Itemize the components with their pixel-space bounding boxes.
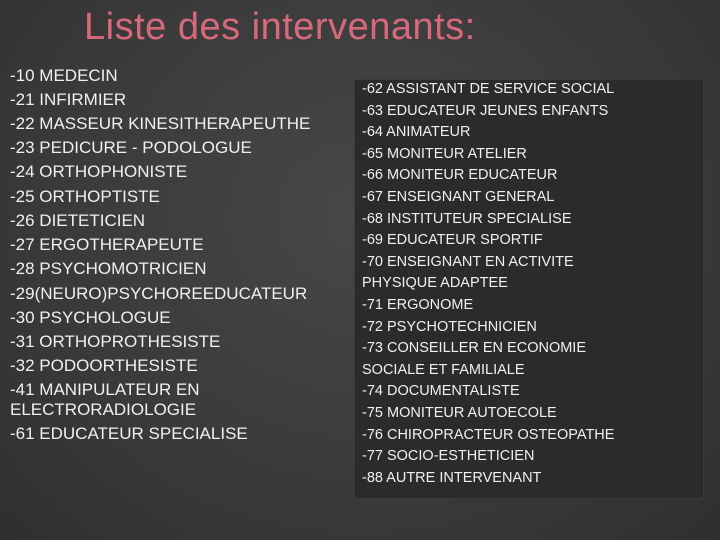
list-item: -67 ENSEIGNANT GENERAL (362, 188, 555, 205)
list-item: -28 PSYCHOMOTRICIEN (10, 259, 207, 278)
list-item: -31 ORTHOPROTHESISTE (10, 332, 221, 351)
list-item: -77 SOCIO-ESTHETICIEN (362, 448, 535, 465)
list-item: -27 ERGOTHERAPEUTE (10, 235, 204, 254)
list-item: -70 ENSEIGNANT EN ACTIVITE (362, 253, 574, 270)
list-item: SOCIALE ET FAMILIALE (362, 361, 525, 378)
list-item: -62 ASSISTANT DE SERVICE SOCIAL (362, 81, 615, 97)
list-item: -32 PODOORTHESISTE (10, 356, 198, 375)
list-item: -63 EDUCATEUR JEUNES ENFANTS (362, 102, 609, 119)
list-item: -88 AUTRE INTERVENANT (362, 469, 542, 486)
list-item: -23 PEDICURE - PODOLOGUE (10, 138, 252, 157)
list-item: -29(NEURO)PSYCHOREEDUCATEUR (10, 284, 308, 303)
list-item: -24 ORTHOPHONISTE (10, 162, 188, 181)
list-item: -66 MONITEUR EDUCATEUR (362, 167, 558, 184)
list-item: -61 EDUCATEUR SPECIALISE (10, 424, 248, 443)
list-item: -74 DOCUMENTALISTE (362, 383, 520, 400)
list-item: -69 EDUCATEUR SPORTIF (362, 232, 543, 249)
list-item: PHYSIQUE ADAPTEE (362, 275, 508, 292)
list-item: -21 INFIRMIER (10, 90, 127, 109)
left-column-list (10, 66, 355, 466)
list-item: -25 ORTHOPTISTE (10, 187, 160, 206)
list-item: -26 DIETETICIEN (10, 211, 146, 230)
slide-title: Liste des intervenants: (84, 6, 476, 48)
list-item: -41 MANIPULATEUR EN (10, 380, 200, 399)
list-item: -75 MONITEUR AUTOECOLE (362, 404, 557, 421)
list-item: -64 ANIMATEUR (362, 124, 471, 141)
list-item: -68 INSTITUTEUR SPECIALISE (362, 210, 572, 227)
list-item: -72 PSYCHOTECHNICIEN (362, 318, 537, 335)
list-item: -10 MEDECIN (10, 66, 118, 85)
list-item: ELECTRORADIOLOGIE (10, 400, 197, 419)
list-item: -30 PSYCHOLOGUE (10, 308, 171, 327)
list-item: -22 MASSEUR KINESITHERAPEUTHE (10, 114, 311, 133)
list-item: -65 MONITEUR ATELIER (362, 145, 527, 162)
list-item: -73 CONSEILLER EN ECONOMIE (362, 340, 586, 357)
right-column-list (354, 79, 704, 499)
list-item: -71 ERGONOME (362, 296, 474, 313)
list-item: -76 CHIROPRACTEUR OSTEOPATHE (362, 426, 615, 443)
